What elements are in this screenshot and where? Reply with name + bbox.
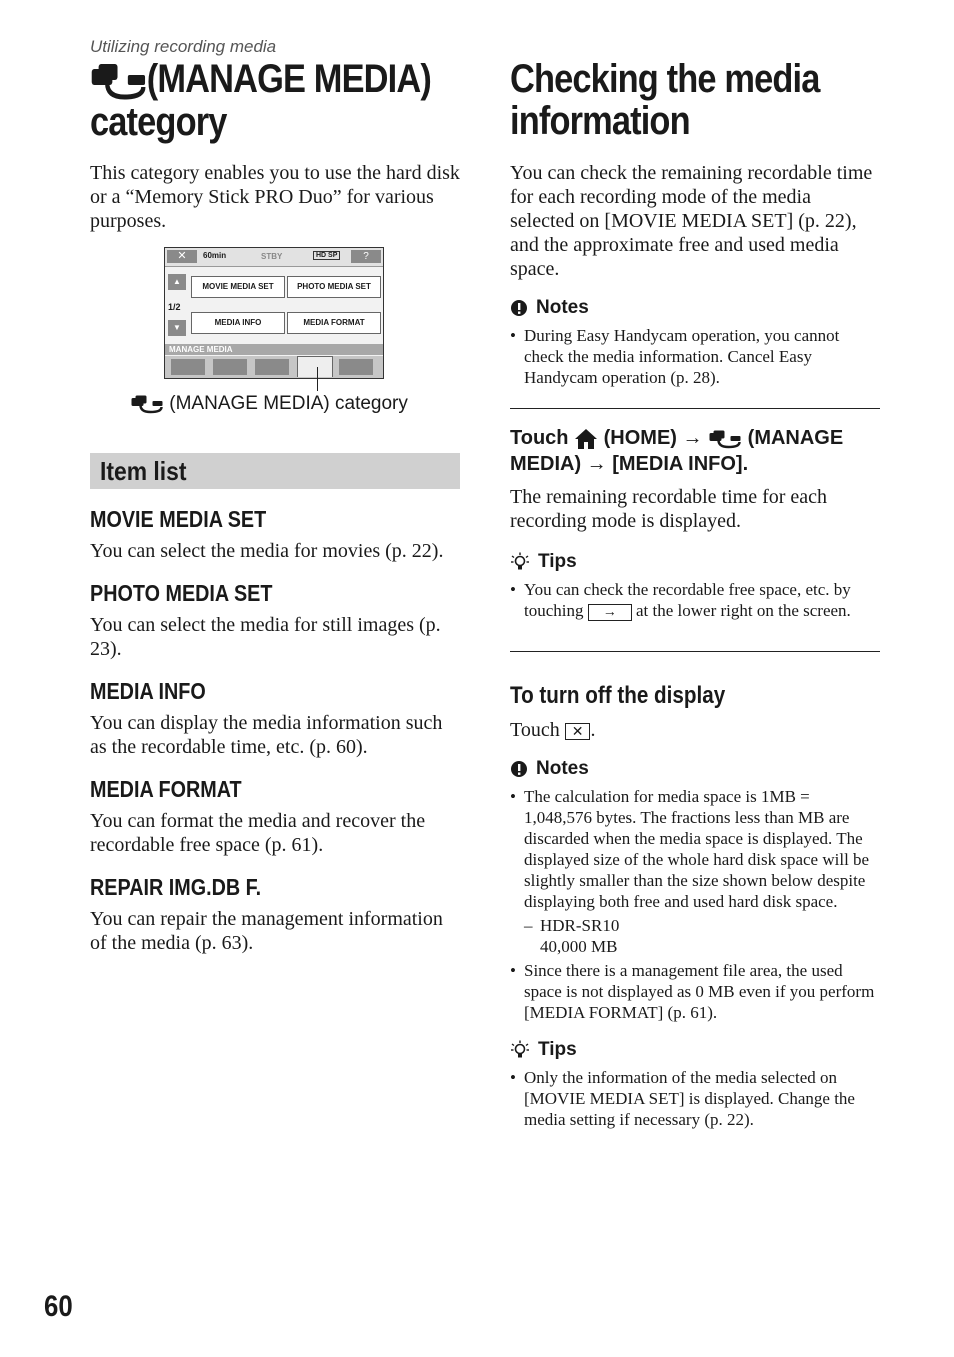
manage-media-icon xyxy=(90,61,147,101)
intro-text: This category enables you to use the hard disk or a “Memory Stick PRO Duo” for various purposes. xyxy=(90,162,460,233)
list-item: • During Easy Handycam operation, you cannot check the media information. Cancel Easy Handycam operation (p. 28). xyxy=(510,325,880,388)
notes-list xyxy=(510,960,880,1023)
tips-icon xyxy=(510,1040,530,1060)
tab-playback-icon xyxy=(213,359,247,375)
notes-heading: Notes xyxy=(510,758,880,780)
manage-media-icon xyxy=(708,429,742,449)
photo-media-set-button: PHOTO MEDIA SET xyxy=(287,276,381,298)
list-item: • The calculation for media space is 1MB = 1,048,576 bytes. The fractions less than MB are discarded when the media space is displayed. The displayed size of the whole hard disk space will be slightly smaller than the size shown below despite displaying both free and used hard disk space. xyxy=(510,786,880,912)
item-desc: You can format the media and recover the recordable free space (p. 61). xyxy=(90,810,426,857)
title-line1: (MANAGE MEDIA) xyxy=(146,57,431,101)
item-heading: PHOTO MEDIA SET xyxy=(90,580,273,607)
manage-media-icon xyxy=(130,394,164,414)
section-label: Utilizing recording media xyxy=(90,37,277,56)
notes-list xyxy=(510,325,880,388)
list-item: • Only the information of the media selected on [MOVIE MEDIA SET] is displayed. Change the media setting if necessary (p. 22). xyxy=(510,1067,880,1130)
battery-indicator: 60min xyxy=(203,251,227,261)
item-heading: MEDIA INFO xyxy=(90,678,206,705)
item-desc: You can select the media for still images (p. 23). xyxy=(90,614,441,661)
quality-indicator: HD SP xyxy=(313,251,340,260)
title-line1: Checking the media xyxy=(510,57,820,101)
tips-icon xyxy=(510,552,530,572)
tab-camera-icon xyxy=(171,359,205,375)
screen-caption xyxy=(130,393,460,415)
notes-block xyxy=(510,758,880,1023)
lcd-topbar xyxy=(165,248,383,267)
divider xyxy=(510,408,880,409)
checking-media-title xyxy=(510,58,880,142)
step-result: The remaining recordable time for each recording mode is displayed. xyxy=(510,486,828,532)
tips-list xyxy=(510,1067,880,1130)
title-line2: information xyxy=(510,99,690,143)
media-format-button: MEDIA FORMAT xyxy=(287,312,381,334)
list-item: • You can check the recordable free space, etc. by touching → at the lower right on the screen. xyxy=(510,579,880,621)
callout-line xyxy=(317,367,318,391)
item-desc: You can repair the management information of the media (p. 63). xyxy=(90,908,443,955)
item-desc: You can display the media information such as the recordable time, etc. (p. 60). xyxy=(90,712,443,759)
scroll-down-icon: ▼ xyxy=(168,320,186,336)
tips-block xyxy=(510,1039,880,1130)
page-number: 60 xyxy=(44,1290,73,1323)
close-icon: ✕ xyxy=(565,723,591,740)
tab-manage-media-icon xyxy=(297,356,333,377)
notes-block xyxy=(510,297,880,388)
tips-block xyxy=(510,551,880,621)
tab-edit-icon xyxy=(255,359,289,375)
close-icon: ✕ xyxy=(167,250,197,263)
home-icon xyxy=(574,428,598,450)
item-heading: REPAIR IMG.DB F. xyxy=(90,874,262,901)
left-column xyxy=(90,58,460,955)
item-heading: MOVIE MEDIA SET xyxy=(90,506,267,533)
movie-media-set-button: MOVIE MEDIA SET xyxy=(191,276,285,298)
right-column xyxy=(510,58,880,1130)
notes-icon xyxy=(510,299,528,317)
item-desc: You can select the media for movies (p. 22). xyxy=(90,540,444,563)
lcd-illustration xyxy=(164,247,384,379)
category-tabs xyxy=(165,356,383,378)
turn-off-heading: To turn off the display xyxy=(510,682,726,709)
caption-text: (MANAGE MEDIA) category xyxy=(169,393,408,415)
tips-heading: Tips xyxy=(510,1039,880,1061)
scroll-up-icon: ▲ xyxy=(168,274,186,290)
notes-list xyxy=(510,786,880,912)
notes-heading: Notes xyxy=(510,297,880,319)
tips-heading: Tips xyxy=(510,551,880,573)
stby-indicator: STBY xyxy=(261,252,283,262)
media-info-button: MEDIA INFO xyxy=(191,312,285,334)
item-heading: MEDIA FORMAT xyxy=(90,776,242,803)
page-indicator: 1/2 xyxy=(168,302,181,313)
help-icon: ? xyxy=(351,250,381,263)
manage-media-title xyxy=(90,58,460,143)
turn-off-text: Touch ✕ . xyxy=(510,719,596,741)
notes-icon xyxy=(510,760,528,778)
category-bar: MANAGE MEDIA xyxy=(165,344,383,355)
model-entry: – HDR-SR10 40,000 MB xyxy=(510,915,880,957)
step-instruction: Touch (HOME) → (MANAGE MEDIA) → [MEDIA INFO]. xyxy=(510,427,844,475)
intro-text: You can check the remaining recordable time for each recording mode of the media selected on [MOVIE MEDIA SET] (p. 22), and the approximate free and used media space. xyxy=(510,162,873,280)
item-list xyxy=(90,505,460,955)
tab-settings-icon xyxy=(339,359,373,375)
lcd-screen xyxy=(164,247,384,379)
divider xyxy=(510,651,880,652)
item-list-bar: Item list xyxy=(90,453,460,489)
tips-list xyxy=(510,579,880,621)
next-arrow-icon: → xyxy=(588,604,632,621)
title-line2: category xyxy=(90,100,227,145)
list-item: • Since there is a management file area, the used space is not displayed as 0 MB even if you perform [MEDIA FORMAT] (p. 61). xyxy=(510,960,880,1023)
